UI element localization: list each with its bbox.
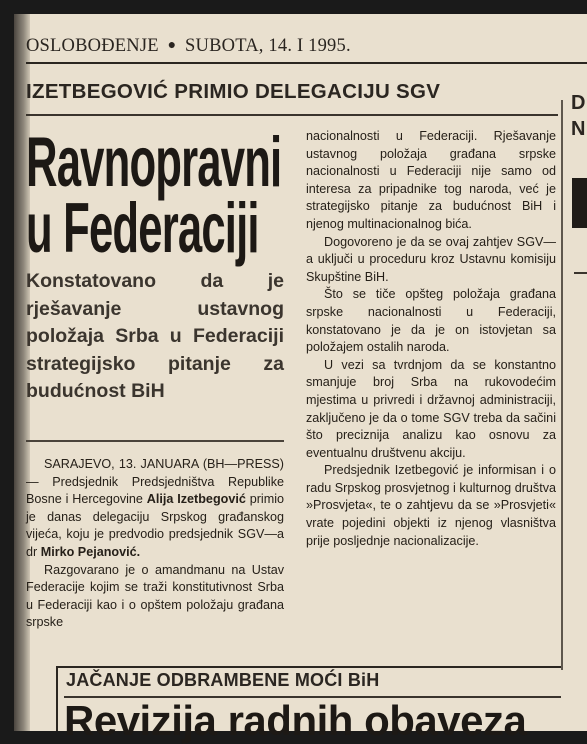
column-b-paragraph-1: nacionalnosti u Federaciji. Rješavanje ustavnog položaja građana srpske nacionalnosti u Federaciji nije samo od interesa za pripadnike tog naroda, već je strategijsko pitanje za budućnost BiH i njenog multinacionalnog bića. <box>306 129 556 231</box>
article-column-b <box>306 128 556 550</box>
article-kicker: IZETBEGOVIĆ PRIMIO DELEGACIJU SGV <box>26 80 441 103</box>
masthead-rule <box>26 62 587 64</box>
headline-line-1: Ravnopravni <box>26 123 282 203</box>
next-article-headline: Revizija radnih obaveza <box>64 697 527 744</box>
column-a-paragraph-1-mid: primio je danas delegaciju Srpskog građanskog vijeća, koju je predvodio predsjednik SGV—a dr <box>26 492 284 559</box>
side-column-letter-d: D <box>571 92 586 114</box>
masthead-bullet: ● <box>167 38 177 53</box>
side-column-letter-n: N <box>571 118 586 140</box>
masthead-paper-name: OSLOBOĐENJE <box>26 36 159 56</box>
masthead <box>26 36 586 57</box>
next-article-box-left <box>56 666 58 731</box>
headline-line-2: u Federaciji <box>26 189 259 269</box>
column-a-paragraph-1 <box>26 456 284 562</box>
article-deck: Konstatovano da je rješavanje ustavnog položaja Srba u Federaciji strategijsko pitanje za budućnost BiH <box>26 270 284 402</box>
article-column-a <box>26 456 284 632</box>
next-article-kicker: JAČANJE ODBRAMBENE MOĆI BiH <box>66 670 380 690</box>
masthead-date: SUBOTA, 14. I 1995. <box>185 36 351 56</box>
column-b-paragraph-4: U vezi sa tvrdnjom da se konstantno smanjuje broj Srba na rukovodećim mjestima u privredi i državnoj administraciji, zaključeno je da o tome SGV treba da sačini što preciznija analizu kao osnovu za eventualnu društvenu akciju. <box>306 357 556 460</box>
column-b-paragraph-2: Dogovoreno je da se ovaj zahtjev SGV—a uključi u proceduru kroz Ustavnu komisiju Skupštine BiH. <box>306 234 556 284</box>
column-b-paragraph-3: Što se tiče opšteg položaja građana srpske nacionalnosti u Federaciji, konstatovano je da je on istovjetan sa položajem ostalih naroda. <box>306 287 556 355</box>
deck-rule <box>26 440 284 442</box>
next-article-box-top <box>56 666 561 668</box>
person-name-izetbegovic: Alija Izetbegović <box>146 492 246 507</box>
side-column-dark-block <box>572 178 587 228</box>
dateline-text: SARAJEVO, 13. JANUARA (BH—PRESS) — Predsjednik Predsjedništva Republike Bosne i Hercegovine <box>26 457 284 507</box>
column-separator <box>561 100 563 670</box>
column-b-paragraph-5: Predsjednik Izetbegović je informisan i o radu Srpskog prosvjetnog i kulturnog društva »Prosvjeta«, te o zahtjevu da se »Prosvjeti« vrate pojedini objekti iz njenog vlasništva prije posljednje nacionalizacije. <box>306 463 556 548</box>
person-name-pejanovic: Mirko Pejanović. <box>40 544 141 559</box>
side-column-rule <box>574 272 587 274</box>
kicker-rule <box>26 114 558 116</box>
column-a-paragraph-2: Razgovarano je o amandmanu na Ustav Federacije kojim se traži konstitutivnost Srba u Federaciji kao i o opštem položaju građana srpske <box>26 562 284 630</box>
